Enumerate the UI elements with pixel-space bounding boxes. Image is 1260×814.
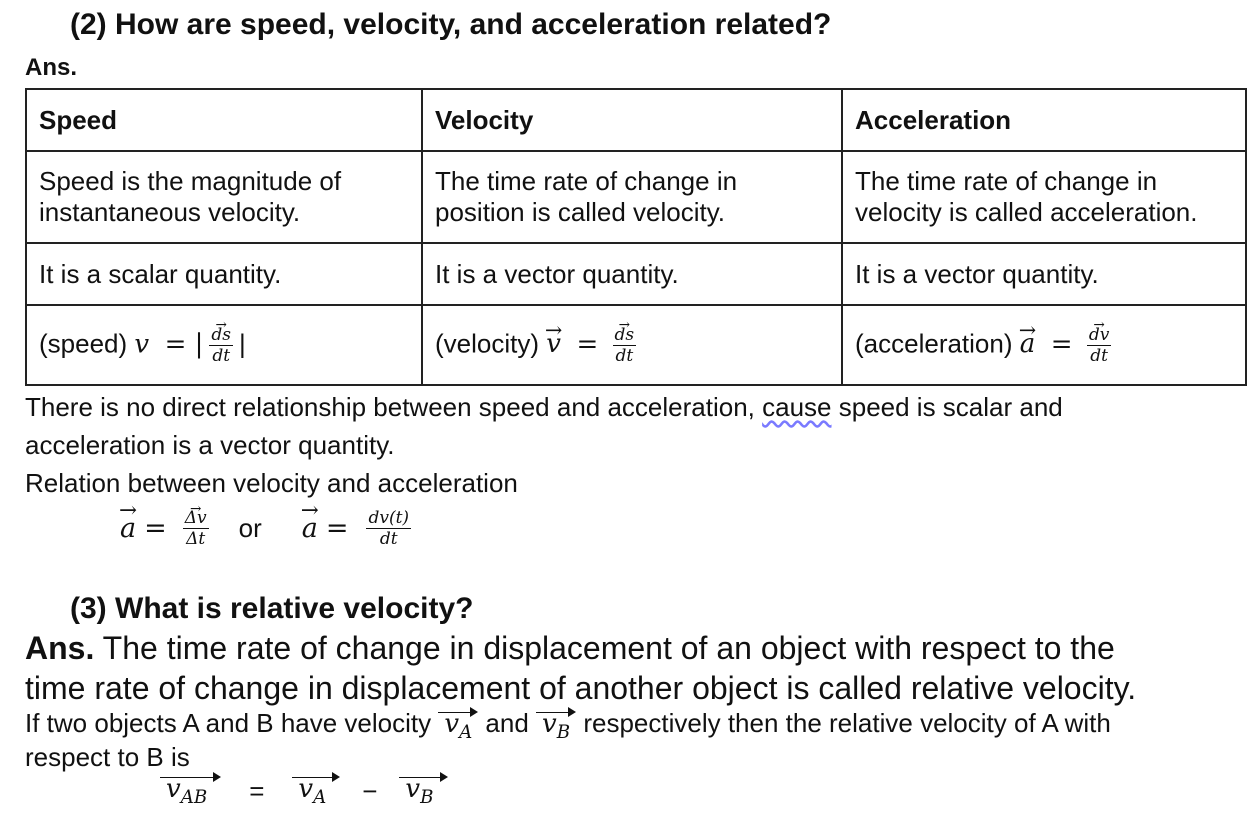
- table-row: [26, 305, 1246, 385]
- speed-definition: Speed is the magnitude of instantaneous velocity.: [26, 151, 422, 243]
- table-row: [26, 151, 1246, 243]
- q3-answer-line-3: If two objects A and B have velocity $v_A$ and $v_B$ respectively then the relative velocity of A with: [25, 708, 1111, 744]
- relative-velocity-equation: [160, 774, 448, 808]
- velocity-formula-label: (velocity): [435, 327, 540, 358]
- vector-vab: $v_{AB}$: [160, 774, 221, 808]
- vector-va: $v_A$: [292, 774, 340, 808]
- acceleration-formula-lhs: a →: [1020, 329, 1036, 360]
- answer-label: Ans.: [25, 54, 78, 81]
- velocity-formula-lhs: v →: [546, 329, 561, 360]
- question-2-title: (2) How are speed, velocity, and acceleration related?: [70, 8, 832, 41]
- equals-sign: =: [568, 328, 607, 359]
- table-row: [26, 243, 1246, 305]
- velocity-fraction: [613, 325, 637, 366]
- relation-fraction-2-numerator: dv(t): [368, 508, 410, 528]
- header-speed: Speed: [26, 89, 422, 151]
- or-text: or: [238, 513, 262, 543]
- equals-sign: =: [325, 513, 349, 544]
- speed-formula-label: (speed): [39, 327, 128, 358]
- speed-fraction-denominator: dt: [212, 345, 231, 366]
- speed-formula-lhs: v: [134, 328, 150, 359]
- speed-type: It is a scalar quantity.: [26, 243, 422, 305]
- equals-sign: =: [144, 513, 167, 544]
- relation-lhs-1: a →: [120, 513, 136, 544]
- speed-formula: (speed) v = | $\frac{ds \to}{dt}$ |: [26, 305, 422, 385]
- spellcheck-word: cause: [762, 392, 832, 422]
- table-header-row: [26, 89, 1246, 151]
- acceleration-formula: [842, 305, 1246, 385]
- header-acceleration: Acceleration: [842, 89, 1246, 151]
- q3-answer-line-4: respect to B is: [25, 742, 190, 772]
- speed-fraction: [209, 325, 233, 366]
- relation-fraction-2-denominator: dt: [379, 529, 398, 549]
- relation-fraction-1: [183, 508, 209, 549]
- relation-heading: Relation between velocity and acceleration: [25, 468, 518, 498]
- relation-fraction-1-denominator: Δt: [186, 529, 206, 549]
- comparison-table: [25, 88, 1247, 386]
- acceleration-fraction-denominator: dt: [1090, 345, 1108, 366]
- header-velocity: Velocity: [422, 89, 842, 151]
- q3-answer-line-2: time rate of change in displacement of another object is called relative velocity.: [25, 670, 1137, 706]
- relation-fraction-2: [366, 508, 411, 549]
- velocity-formula: [422, 305, 842, 385]
- vector-va: $v_A$: [438, 709, 478, 743]
- velocity-type: It is a vector quantity.: [422, 243, 842, 305]
- relation-equations: [120, 508, 417, 549]
- vector-vb: $v_B$: [536, 709, 576, 743]
- acceleration-definition: The time rate of change in velocity is called acceleration.: [842, 151, 1246, 243]
- vector-vb: $v_B$: [399, 774, 447, 808]
- velocity-definition: The time rate of change in position is called velocity.: [422, 151, 842, 243]
- relationship-paragraph-line-1: There is no direct relationship between speed and acceleration, cause speed is scalar and: [25, 392, 1063, 422]
- answer-label: Ans.: [25, 630, 95, 666]
- acceleration-fraction-numerator: dv →: [1089, 325, 1110, 345]
- relationship-paragraph-line-2: acceleration is a vector quantity.: [25, 430, 395, 460]
- relation-fraction-1-numerator: Δv →: [185, 508, 207, 528]
- velocity-fraction-denominator: dt: [615, 345, 634, 366]
- equals-sign: =: [249, 775, 265, 806]
- minus-sign: −: [362, 775, 378, 806]
- equals-sign: = |: [156, 328, 204, 359]
- relation-lhs-2: a →: [302, 513, 318, 544]
- speed-fraction-numerator: ds →: [211, 325, 231, 345]
- acceleration-fraction: [1087, 325, 1112, 366]
- acceleration-type: It is a vector quantity.: [842, 243, 1246, 305]
- equals-sign: =: [1042, 328, 1081, 359]
- velocity-fraction-numerator: ds →: [615, 325, 635, 345]
- q3-answer-line-1: Ans. The time rate of change in displacement of an object with respect to the: [25, 630, 1115, 666]
- question-3-title: (3) What is relative velocity?: [70, 592, 474, 625]
- acceleration-formula-label: (acceleration): [855, 327, 1013, 358]
